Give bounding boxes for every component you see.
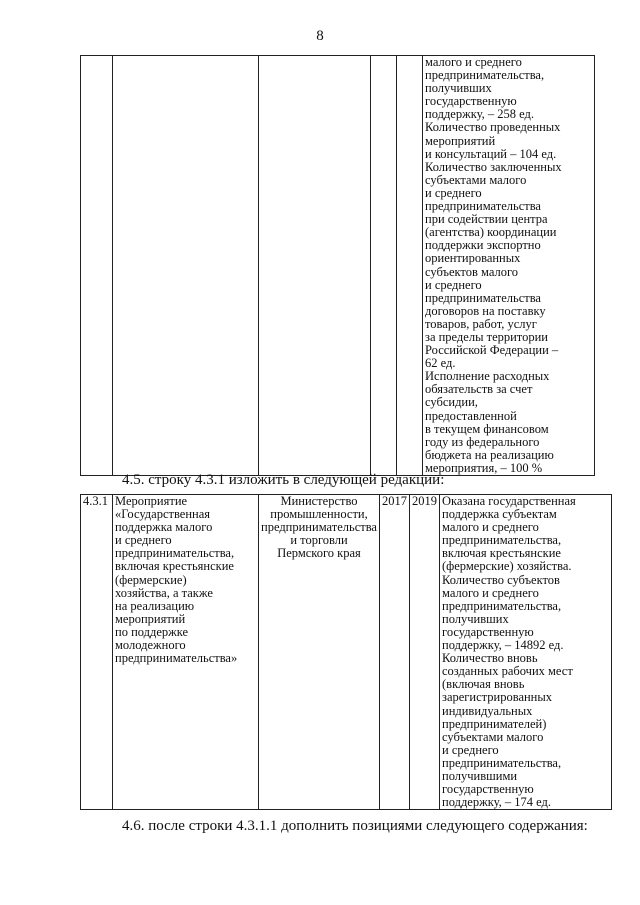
- text-line: и консультаций – 104 ед.: [425, 146, 557, 161]
- cell-result: [440, 495, 612, 810]
- text-line: государственную: [442, 624, 534, 639]
- start-year: 2017: [382, 494, 407, 508]
- text-line: получившими: [442, 768, 518, 783]
- text-line: государственную: [442, 782, 534, 797]
- result-text: [425, 56, 592, 475]
- result-text: [442, 495, 609, 809]
- text-line: Министерство: [280, 494, 358, 508]
- text-line: договоров на поставку: [425, 303, 546, 318]
- text-line: предпринимательства,: [425, 68, 545, 83]
- continuation-table: [80, 55, 595, 476]
- cell-measure: [113, 56, 259, 476]
- text-line: при содействии центра: [425, 212, 548, 227]
- text-line: Мероприятие: [115, 494, 188, 508]
- text-line: Исполнение расходных: [425, 369, 550, 384]
- table-row: [81, 495, 612, 810]
- text-line: получивших: [442, 611, 509, 626]
- text-line: (агентства) координации: [425, 225, 557, 240]
- text-line: мероприятия, – 100 %: [425, 460, 543, 475]
- text-line: Количество вновь: [442, 651, 538, 666]
- text-line: включая крестьянские: [442, 546, 561, 561]
- text-line: на реализацию: [115, 598, 195, 613]
- text-line: товаров, работ, услуг: [425, 316, 537, 331]
- text-line: предпринимательства,: [442, 533, 562, 548]
- text-line: малого и среднего: [442, 520, 539, 535]
- text-line: поддержки экспортно: [425, 238, 541, 253]
- executor-text: [261, 495, 377, 560]
- text-line: Оказана государственная: [442, 494, 576, 508]
- text-line: поддержку, – 14892 ед.: [442, 638, 564, 653]
- text-line: (фермерские) хозяйства.: [442, 559, 572, 574]
- text-line: малого и среднего: [425, 55, 522, 69]
- text-line: малого и среднего: [442, 585, 539, 600]
- text-line: 62 ед.: [425, 356, 456, 371]
- end-year: 2019: [412, 494, 437, 508]
- cell-start-year: [371, 56, 397, 476]
- text-line: предпринимательства»: [115, 651, 238, 666]
- text-line: и среднего: [425, 277, 482, 292]
- text-line: за пределы территории: [425, 329, 548, 344]
- text-line: и среднего: [442, 742, 499, 757]
- text-line: предпринимательства,: [115, 546, 235, 561]
- cell-result: [423, 56, 595, 476]
- text-line: созданных рабочих мест: [442, 664, 573, 679]
- text-line: предпринимательства,: [442, 598, 562, 613]
- text-line: (фермерские): [115, 572, 187, 587]
- text-line: поддержку, – 258 ед.: [425, 107, 534, 122]
- text-line: предпринимательства: [425, 290, 541, 305]
- cell-number: [81, 495, 113, 810]
- text-line: хозяйства, а также: [115, 585, 213, 600]
- cell-executor: [259, 56, 371, 476]
- text-line: мероприятий: [115, 611, 186, 626]
- text-line: субъектами малого: [425, 172, 527, 187]
- cell-measure: [113, 495, 259, 810]
- cell-end-year: [397, 56, 423, 476]
- text-line: предоставленной: [425, 408, 517, 423]
- text-line: Количество проведенных: [425, 120, 561, 135]
- text-line: в текущем финансовом: [425, 421, 549, 436]
- cell-executor: [259, 495, 380, 810]
- text-line: зарегистрированных: [442, 690, 553, 705]
- text-line: субъектов малого: [425, 264, 519, 279]
- text-line: предпринимательства: [425, 199, 541, 214]
- text-line: бюджета на реализацию: [425, 447, 554, 462]
- text-line: Российской Федерации –: [425, 343, 559, 358]
- text-line: включая крестьянские: [115, 559, 234, 574]
- text-line: предпринимателей): [442, 716, 547, 731]
- text-line: предпринимательства: [261, 520, 377, 535]
- text-line: субъектами малого: [442, 729, 544, 744]
- text-line: ориентированных: [425, 251, 521, 266]
- text-line: государственную: [425, 94, 517, 109]
- text-line: и торговли: [290, 533, 348, 548]
- table-row: [81, 56, 595, 476]
- text-line: поддержка малого: [115, 520, 213, 535]
- text-line: промышленности,: [270, 507, 368, 522]
- text-line: «Государственная: [115, 507, 211, 522]
- paragraph-4-5: 4.5. строку 4.3.1 изложить в следующей редакции:: [122, 472, 445, 488]
- page-number: 8: [316, 28, 324, 44]
- text-line: поддержка субъектам: [442, 507, 557, 522]
- text-line: поддержку, – 174 ед.: [442, 795, 551, 810]
- text-line: индивидуальных: [442, 703, 533, 718]
- text-line: обязательств за счет: [425, 382, 533, 397]
- text-line: Количество заключенных: [425, 159, 562, 174]
- row-number: 4.3.1: [83, 494, 108, 508]
- text-line: предпринимательства,: [442, 755, 562, 770]
- text-line: Количество субъектов: [442, 572, 560, 587]
- text-line: и среднего: [425, 185, 482, 200]
- text-line: Пермского края: [277, 546, 361, 561]
- text-line: и среднего: [115, 533, 172, 548]
- text-line: по поддержке: [115, 624, 189, 639]
- text-line: (включая вновь: [442, 677, 525, 692]
- paragraph-4-6: 4.6. после строки 4.3.1.1 дополнить позициями следующего содержания:: [122, 818, 588, 834]
- text-line: году из федерального: [425, 434, 540, 449]
- cell-number: [81, 56, 113, 476]
- cell-end-year: [410, 495, 440, 810]
- text-line: молодежного: [115, 638, 186, 653]
- row-4-3-1-table: [80, 494, 612, 810]
- measure-text: [115, 495, 256, 665]
- cell-start-year: [380, 495, 410, 810]
- text-line: субсидии,: [425, 395, 478, 410]
- text-line: мероприятий: [425, 133, 496, 148]
- text-line: получивших: [425, 81, 492, 96]
